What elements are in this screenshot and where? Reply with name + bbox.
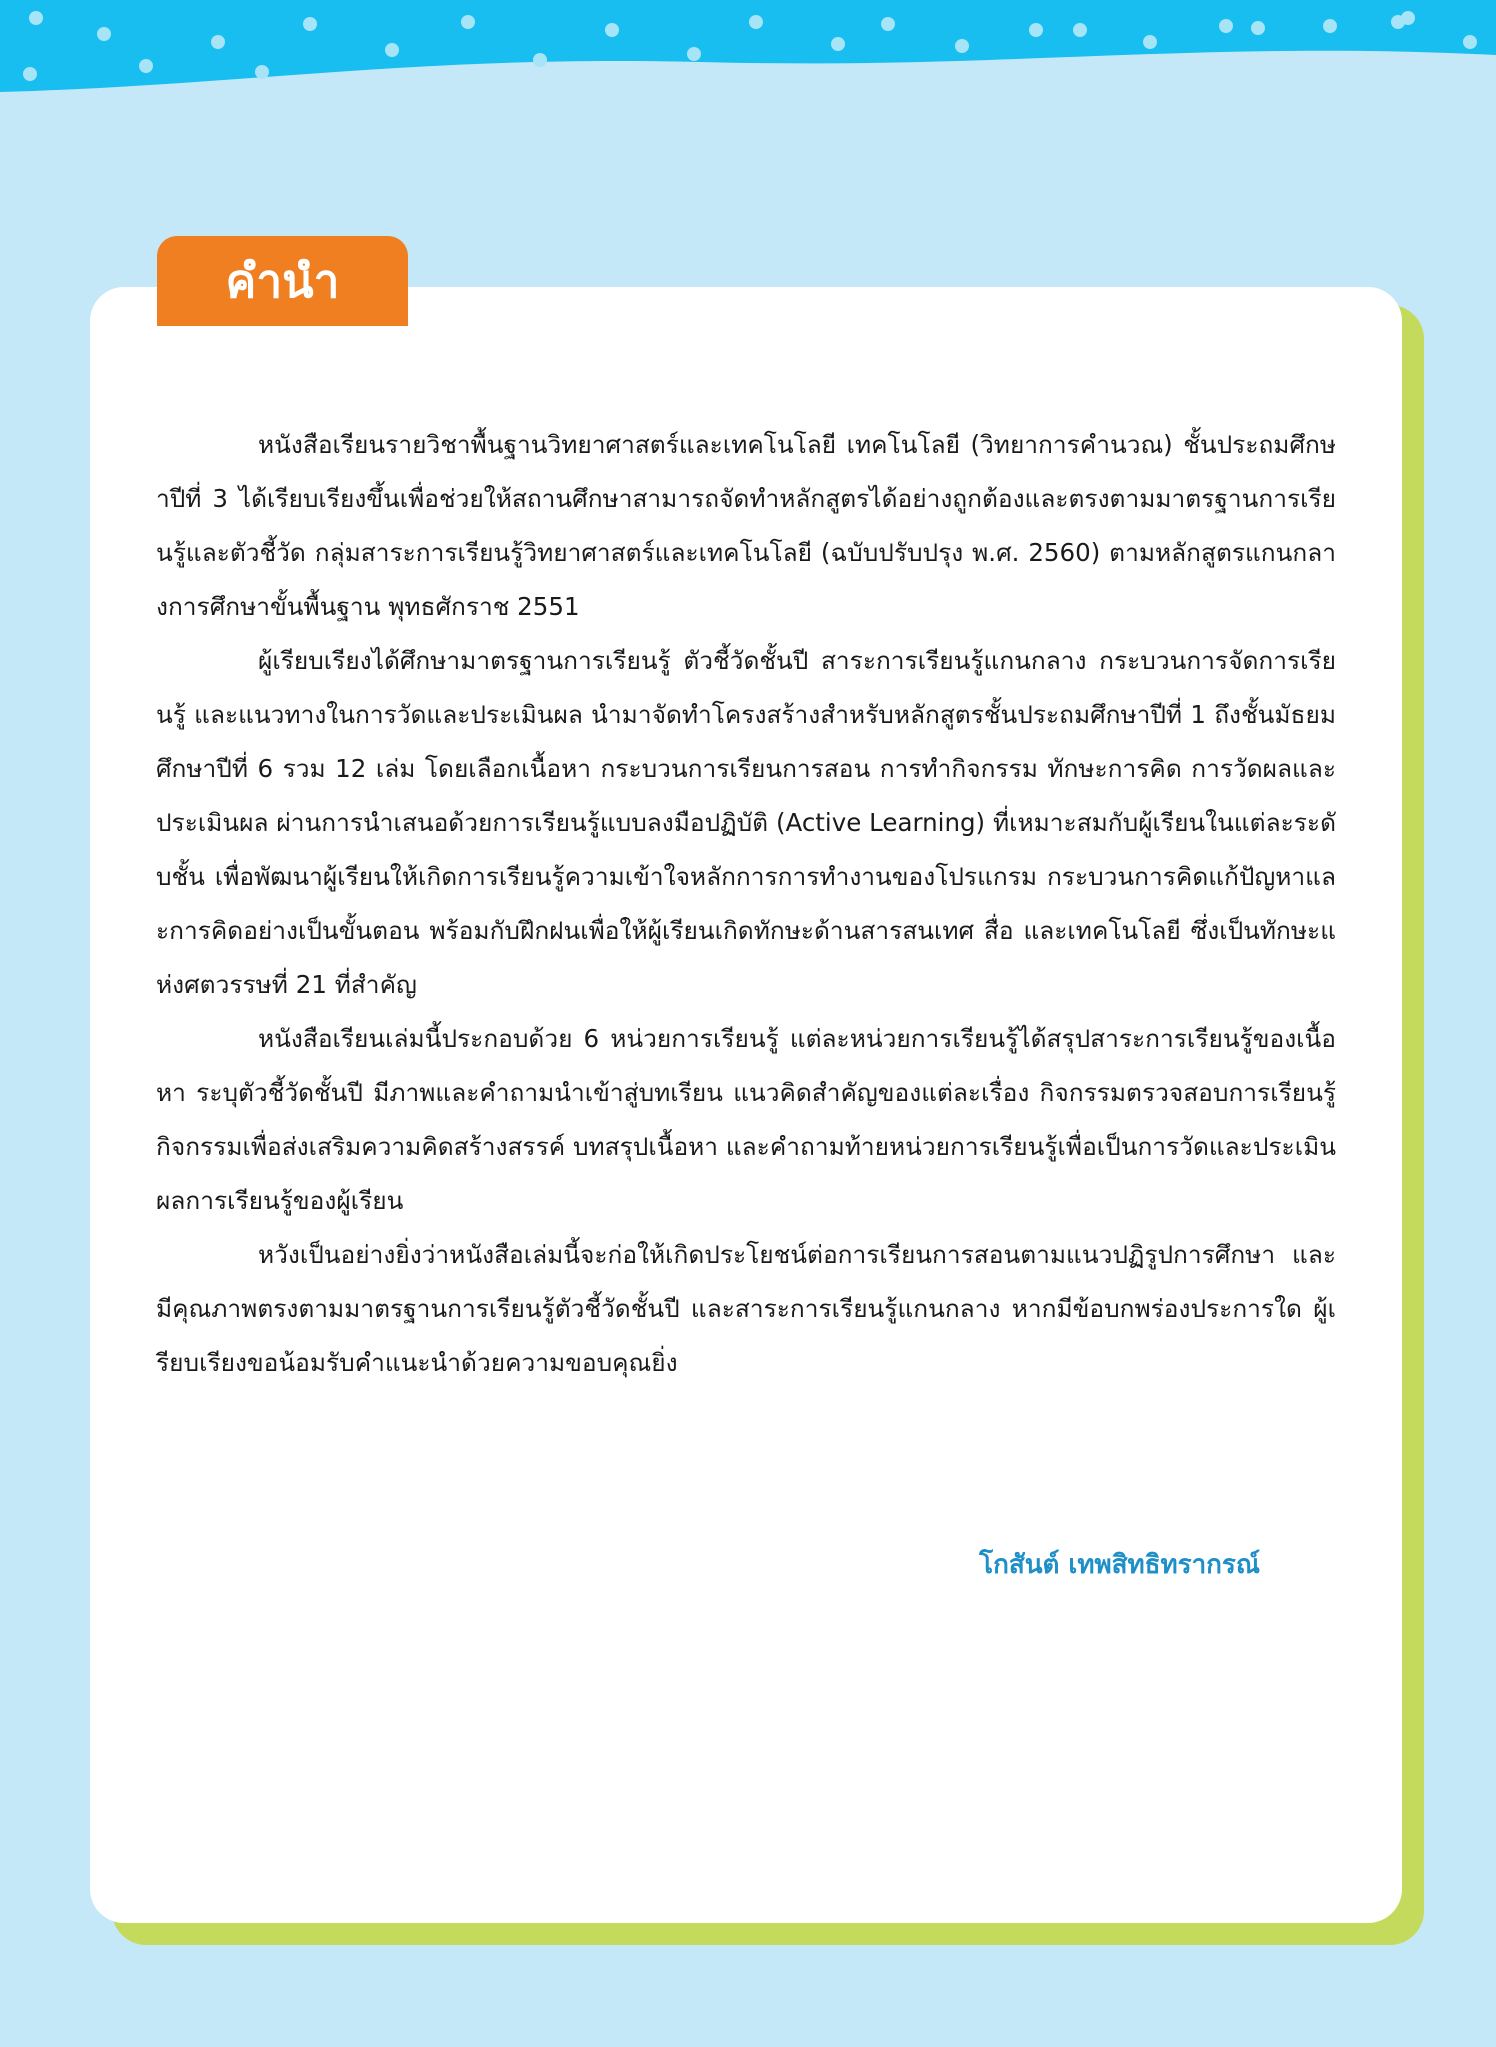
author-signature: โกสันต์ เทพสิทธิทรากรณ์ [979,1550,1260,1580]
preface-body [156,418,1336,1390]
paragraph: หวังเป็นอย่างยิ่งว่าหนังสือเล่มนี้จะก่อให้เกิดประโยชน์ต่อการเรียนการสอนตามแนวปฏิรูปการศึกษา และมีคุณภาพตรงตามมาตรฐานการเรียนรู้ตัวชี้วัดชั้นปี และสาระการเรียนรู้แกนกลาง หากมีข้อบกพร่องประการใด ผู้เรียบเรียงขอน้อมรับคำแนะนำด้วยความขอบคุณยิ่ง [156,1240,1336,1377]
paragraph: หนังสือเรียนรายวิชาพื้นฐานวิทยาศาสตร์และเทคโนโลยี เทคโนโลยี (วิทยาการคำนวณ) ชั้นประถมศึกษาปีที่ 3 ได้เรียบเรียงขึ้นเพื่อช่วยให้สถานศึกษาสามารถจัดทำหลักสูตรได้อย่างถูกต้องและตรงตามมาตรฐานการเรียนรู้และตัวชี้วัด กลุ่มสาระการเรียนรู้วิทยาศาสตร์และเทคโนโลยี (ฉบับปรับปรุง พ.ศ. 2560) ตามหลักสูตรแกนกลางการศึกษาขั้นพื้นฐาน พุทธศักราช 2551 [156,430,1336,621]
paragraph: ผู้เรียบเรียงได้ศึกษามาตรฐานการเรียนรู้ ตัวชี้วัดชั้นปี สาระการเรียนรู้แกนกลาง กระบวนการจัดการเรียนรู้ และแนวทางในการวัดและประเมินผล นำมาจัดทำโครงสร้างสำหรับหลักสูตรชั้นประถมศึกษาปีที่ 1 ถึงชั้นมัธยมศึกษาปีที่ 6 รวม 12 เล่ม โดยเลือกเนื้อหา กระบวนการเรียนการสอน การทำกิจกรรม ทักษะการคิด การวัดผลและประเมินผล ผ่านการนำเสนอด้วยการเรียนรู้แบบลงมือปฏิบัติ (Active Learning) ที่เหมาะสมกับผู้เรียนในแต่ละระดับชั้น เพื่อพัฒนาผู้เรียนให้เกิดการเรียนรู้ความเข้าใจหลักการการทำงานของโปรแกรม กระบวนการคิดแก้ปัญหาและการคิดอย่างเป็นขั้นตอน พร้อมกับฝึกฝนเพื่อให้ผู้เรียนเกิดทักษะด้านสารสนเทศ สื่อ และเทคโนโลยี ซึ่งเป็นทักษะแห่งศตวรรษที่ 21 ที่สำคัญ [156,646,1336,999]
paragraph: หนังสือเรียนเล่มนี้ประกอบด้วย 6 หน่วยการเรียนรู้ แต่ละหน่วยการเรียนรู้ได้สรุปสาระการเรียนรู้ของเนื้อหา ระบุตัวชี้วัดชั้นปี มีภาพและคำถามนำเข้าสู่บทเรียน แนวคิดสำคัญของแต่ละเรื่อง กิจกรรมตรวจสอบการเรียนรู้ กิจกรรมเพื่อส่งเสริมความคิดสร้างสรรค์ บทสรุปเนื้อหา และคำถามท้ายหน่วยการเรียนรู้เพื่อเป็นการวัดและประเมินผลการเรียนรู้ของผู้เรียน [156,1024,1336,1215]
decorative-top-wave [0,0,1496,100]
page-title: คำนำ [157,236,408,326]
